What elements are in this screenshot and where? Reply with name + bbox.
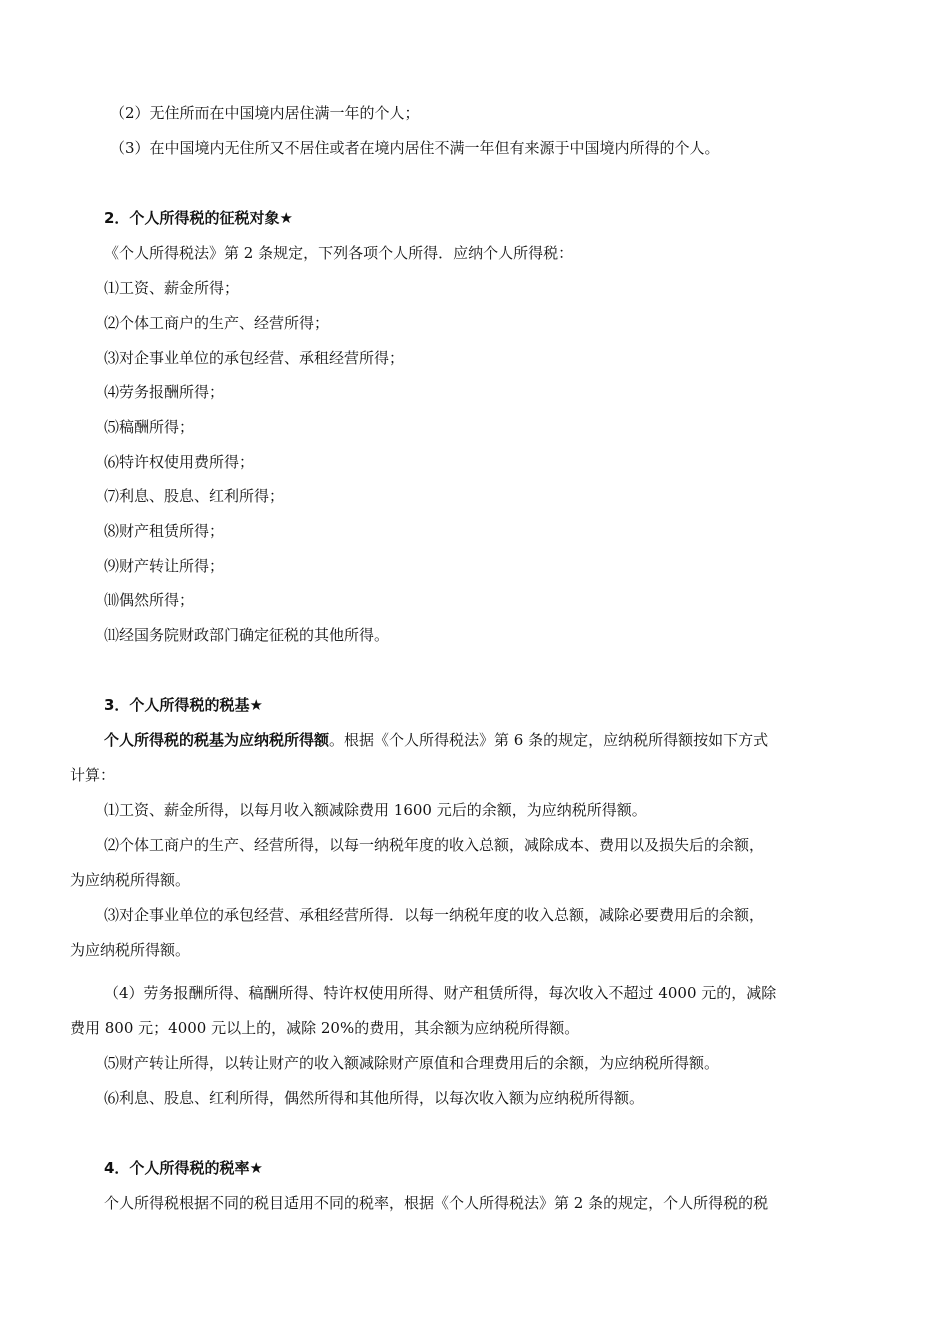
section-3-item-6: ⑹利息、股息、红利所得，偶然所得和其他所得，以每次收入额为应纳税所得额。 (104, 1089, 645, 1107)
section-3-item-5: ⑸财产转让所得，以转让财产的收入额减除财产原值和合理费用后的余额，为应纳税所得额。 (104, 1054, 720, 1072)
section-3-item-1: ⑴工资、薪金所得，以每月收入额减除费用 1600 元后的余额，为应纳税所得额。 (104, 801, 647, 819)
section-2-item: ⑺利息、股息、红利所得； (104, 487, 285, 505)
section-2-item: ⑻财产租赁所得； (104, 522, 225, 540)
section-2-item: ⑾经国务院财政部门确定征税的其他所得。 (104, 626, 390, 644)
intro-item-2: （2）无住所而在中国境内居住满一年的个人； (110, 104, 420, 122)
section-3-item-2-line-2: 为应纳税所得额。 (70, 871, 191, 889)
section-3-heading: 3．个人所得税的税基★ (104, 696, 263, 714)
section-2-item: ⑷劳务报酬所得； (104, 383, 225, 401)
section-2-item: ⑸稿酬所得； (104, 418, 195, 436)
section-3-lead-bold: 个人所得税的税基为应纳税所得额 (104, 731, 330, 749)
intro-item-3: （3）在中国境内无住所又不居住或者在境内居住不满一年但有来源于中国境内所得的个人。 (110, 139, 720, 157)
section-3-lead (104, 730, 768, 750)
section-3-item-3-line-2: 为应纳税所得额。 (70, 941, 191, 959)
section-2-item: ⑴工资、薪金所得； (104, 279, 240, 297)
section-4-heading: 4．个人所得税的税率★ (104, 1159, 263, 1177)
section-2-item: ⑵个体工商户的生产、经营所得； (104, 314, 330, 332)
section-3-lead-rest: 。根据《个人所得税法》第 6 条的规定，应纳税所得额按如下方式 (329, 731, 769, 749)
section-3-item-3-line-1: ⑶对企事业单位的承包经营、承租经营所得．以每一纳税年度的收入总额，减除必要费用后的余额， (104, 906, 765, 924)
section-2-lead: 《个人所得税法》第 2 条规定，下列各项个人所得．应纳个人所得税： (104, 244, 574, 262)
section-3-item-2-line-1: ⑵个体工商户的生产、经营所得，以每一纳税年度的收入总额，减除成本、费用以及损失后的余额， (104, 836, 765, 854)
section-2-item: ⑽偶然所得； (104, 591, 195, 609)
section-3-lead-cont: 计算： (70, 766, 116, 784)
section-3-item-4-line-1: （4）劳务报酬所得、稿酬所得、特许权使用所得、财产租赁所得，每次收入不超过 4000 元的，减除 (104, 984, 777, 1002)
section-2-item: ⑹特许权使用费所得； (104, 453, 255, 471)
section-2-item: ⑼财产转让所得； (104, 557, 225, 575)
section-2-heading: 2．个人所得税的征税对象★ (104, 209, 293, 227)
section-4-lead: 个人所得税根据不同的税目适用不同的税率，根据《个人所得税法》第 2 条的规定，个人所得税的税 (104, 1194, 769, 1212)
section-2-item: ⑶对企事业单位的承包经营、承租经营所得； (104, 349, 405, 367)
section-3-item-4-line-2: 费用 800 元；4000 元以上的，减除 20%的费用，其余额为应纳税所得额。 (70, 1019, 580, 1037)
